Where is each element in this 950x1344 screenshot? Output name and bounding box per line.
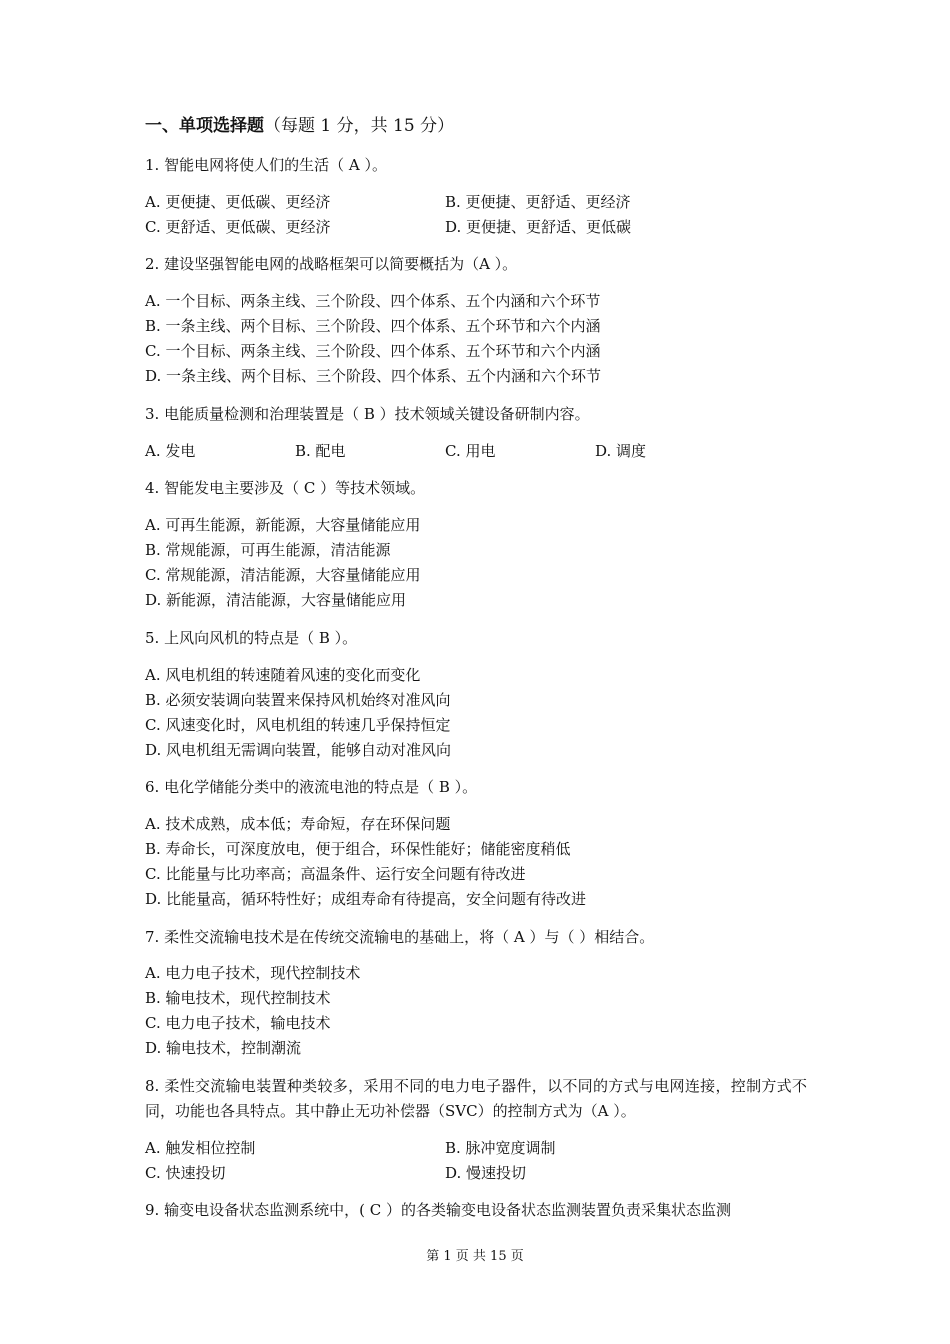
question-1-option-a: A. 更便捷、更低碳、更经济 (145, 193, 331, 211)
question-2-option-d: D. 一条主线、两个目标、三个阶段、四个体系、五个内涵和六个环节 (145, 367, 602, 385)
question-6-option-d: D. 比能量高，循环特性好；成组寿命有待提高，安全问题有待改进 (145, 890, 587, 908)
question-4-option-b: B. 常规能源，可再生能源，清洁能源 (145, 541, 391, 559)
question-4-option-d: D. 新能源，清洁能源，大容量储能应用 (145, 591, 407, 609)
question-3-option-c: C. 用电 (445, 442, 496, 460)
question-3-stem: 3. 电能质量检测和治理装置是（ B ）技术领域关键设备研制内容。 (145, 405, 590, 423)
question-1-option-d: D. 更便捷、更舒适、更低碳 (445, 218, 632, 236)
section-title-bold: 一、单项选择题 (145, 116, 264, 136)
question-8-option-b: B. 脉冲宽度调制 (445, 1139, 556, 1157)
question-8-stem: 8. 柔性交流输电装置种类较多，采用不同的电力电子器件，以不同的方式与电网连接，控制方式不同，功能也各具特点。其中静止无功补偿器（SVC）的控制方式为（A ）。 (145, 1077, 807, 1120)
question-3-option-d: D. 调度 (595, 442, 647, 460)
section-title (145, 114, 454, 138)
question-8-option-d: D. 慢速投切 (445, 1164, 527, 1182)
question-3-option-a: A. 发电 (145, 442, 196, 460)
question-2-option-a: A. 一个目标、两条主线、三个阶段、四个体系、五个内涵和六个环节 (145, 292, 601, 310)
section-title-note: （每题 1 分，共 15 分） (264, 116, 455, 136)
question-7-option-a: A. 电力电子技术，现代控制技术 (145, 964, 361, 982)
question-5-option-b: B. 必须安装调向装置来保持风机始终对准风向 (145, 691, 451, 709)
question-6-option-c: C. 比能量与比功率高；高温条件、运行安全问题有待改进 (145, 865, 526, 883)
question-8-option-c: C. 快速投切 (145, 1164, 226, 1182)
question-6-stem: 6. 电化学储能分类中的液流电池的特点是（ B ）。 (145, 778, 478, 796)
question-7-option-d: D. 输电技术，控制潮流 (145, 1039, 302, 1057)
question-1-stem: 1. 智能电网将使人们的生活（ A ）。 (145, 156, 387, 174)
question-5-option-d: D. 风电机组无需调向装置，能够自动对准风向 (145, 741, 452, 759)
question-1-option-c: C. 更舒适、更低碳、更经济 (145, 218, 331, 236)
question-4-stem: 4. 智能发电主要涉及（ C ）等技术领域。 (145, 479, 426, 497)
question-1-option-b: B. 更便捷、更舒适、更经济 (445, 193, 631, 211)
question-2-option-b: B. 一条主线、两个目标、三个阶段、四个体系、五个环节和六个内涵 (145, 317, 601, 335)
question-5-stem: 5. 上风向风机的特点是（ B ）。 (145, 629, 358, 647)
question-4-option-a: A. 可再生能源，新能源，大容量储能应用 (145, 516, 421, 534)
question-8-option-a: A. 触发相位控制 (145, 1139, 256, 1157)
question-7-option-b: B. 输电技术，现代控制技术 (145, 989, 331, 1007)
question-6-option-a: A. 技术成熟，成本低；寿命短，存在环保问题 (145, 815, 451, 833)
question-5-option-c: C. 风速变化时，风电机组的转速几乎保持恒定 (145, 716, 451, 734)
question-6-option-b: B. 寿命长，可深度放电，便于组合，环保性能好；储能密度稍低 (145, 840, 571, 858)
question-2-stem: 2. 建设坚强智能电网的战略框架可以简要概括为（A ）。 (145, 255, 518, 273)
question-9-stem: 9. 输变电设备状态监测系统中，( C ）的各类输变电设备状态监测装置负责采集状态监测 (145, 1201, 731, 1219)
question-7-option-c: C. 电力电子技术，输电技术 (145, 1014, 331, 1032)
question-7-stem: 7. 柔性交流输电技术是在传统交流输电的基础上，将（ A ）与（ ）相结合。 (145, 928, 655, 946)
question-3-option-b: B. 配电 (295, 442, 346, 460)
question-2-option-c: C. 一个目标、两条主线、三个阶段、四个体系、五个环节和六个内涵 (145, 342, 601, 360)
question-4-option-c: C. 常规能源，清洁能源，大容量储能应用 (145, 566, 421, 584)
question-5-option-a: A. 风电机组的转速随着风速的变化而变化 (145, 666, 421, 684)
page-footer: 第 1 页 共 15 页 (426, 1249, 524, 1264)
